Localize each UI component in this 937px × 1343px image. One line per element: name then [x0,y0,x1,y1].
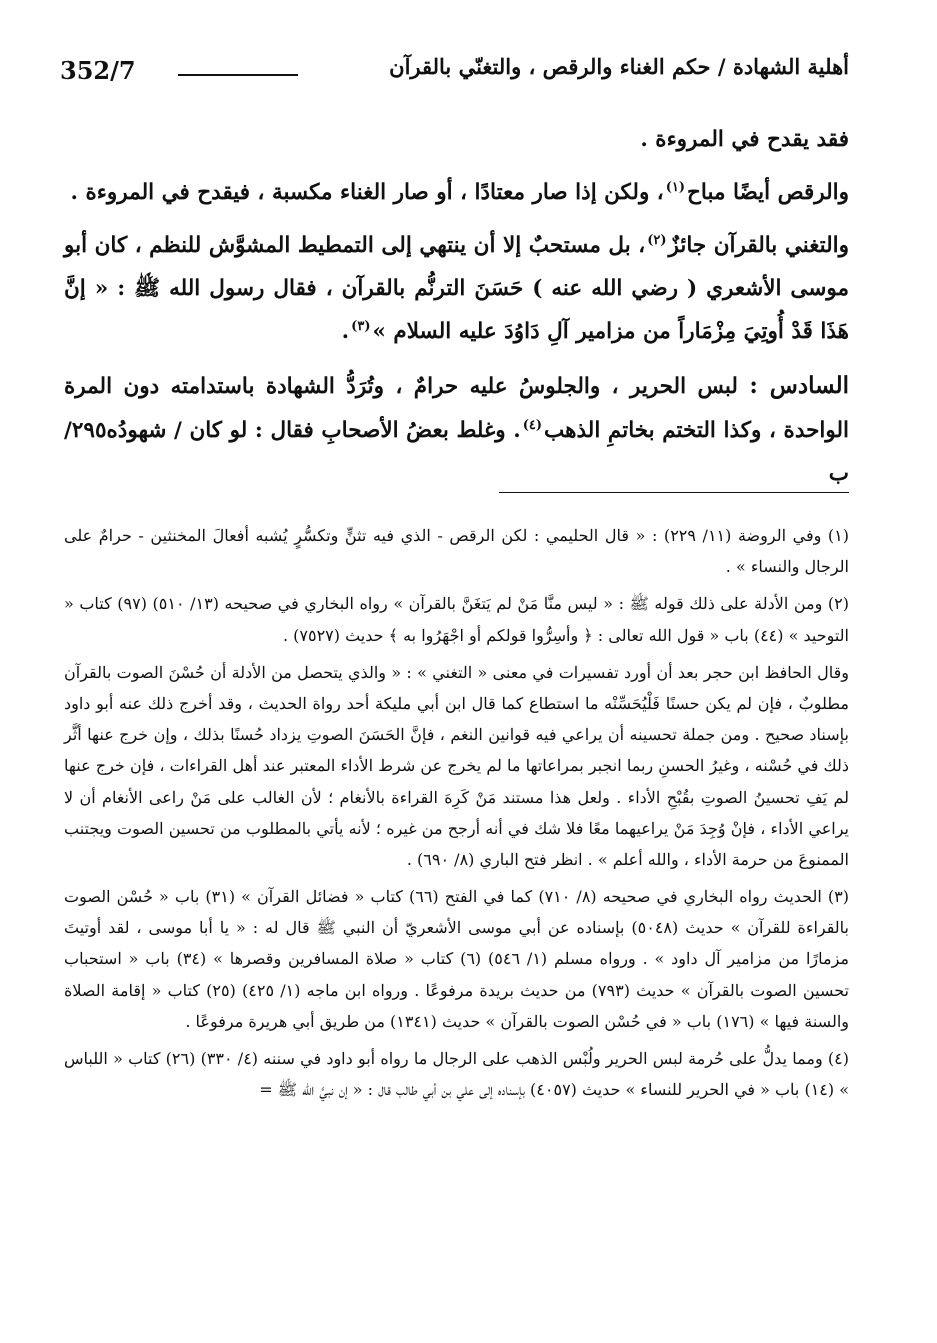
footnote-ref-1[interactable]: (١) [665,179,686,195]
paragraph-4-text-a: لبس الحرير ، والجلوسُ عليه حرامٌ ، وتُرَدُّ الشهادة باستدامته دون المرة الواحدة ، وكذا التختم بخاتمِ الذهب [64,374,850,443]
paragraph-4 [64,363,849,495]
paragraph-3-end: . [341,319,350,344]
footnote-1: (١) وفي الروضة (١١/ ٢٢٩) : « قال الحليمي : لكن الرقص - الذي فيه تثنٍّ وتكسُّرٍ يُشبه أفعالَ المخنثين - حرامٌ على الرجال والنساء » . [64,526,849,577]
paragraph-2 [64,171,849,214]
main-text [64,118,849,505]
running-title: أهلية الشهادة / حكم الغناء والرقص ، والتغنّي بالقرآن [389,54,849,79]
paragraph-2-text-b: ، ولكن إذا صار معتادًا ، أو صار الغناء مكسبة ، فيقدح في المروءة . [70,180,664,205]
paragraph-3-text-b: ، بل مستحبٌ إلا أن ينتهي إلى التمطيط المشوَّش للنظم ، كان أبو موسى الأشعري ( رضي الله عنه ) حَسَنَ الترنُّم بالقرآن ، فقال رسول الله ﷺ : « إنَّ هَذَا قَدْ أُوتِيَ مِزْمَاراً من مزامير آلِ دَاوُدَ عليه السلام » [64,233,849,344]
footnote-3: (٣) الحديث رواه البخاري في صحيحه (٨/ ٧١٠) كما في الفتح (٦٦) كتاب « فضائل القرآن » (٣١) باب « حُسْن الصوت بالقراءة للقرآن » حديث (٥٠٤٨) بإسناده عن أبي موسى الأشعريّ أن النبي ﷺ قال له : « يا أبا موسى ، لقد أوتيتَ مزمارًا من مزامير آل داود » . ورواه مسلم (١/ ٥٤٦) (٦) كتاب « صلاة المسافرين وقصرها » (٣٤) باب « استحباب تحسين الصوت بالقرآن » حديث (٧٩٣) من حديث بريدة مرفوعًا . ورواه ابن ماجه (١/ ٤٢٥) (٢٥) كتاب « إقامة الصلاة والسنة فيها » (١٧٦) باب « في حُسْن الصوت بالقرآن » حديث (١٣٤١) من طريق أبي هريرة مرفوعًا . [64,887,850,1031]
footnote-ref-2[interactable]: (٢) [647,232,667,248]
footnote-4: (٤) ومما يدلُّ على حُرمة لبس الحرير ولُبْس الذهب على الرجال ما رواه أبو داود في سننه (٤/ ٣٣٠) (٢٦) كتاب « اللباس » (١٤) باب « في الحرير للنساء » حديث (٤٠٥٧) بإسناده إلى علي بن أبي طالب قال : « إن نبيَّ الله ﷺ = [64,1049,849,1100]
footnote-divider [499,492,849,493]
paragraph-3-text-a: والتغني بالقرآن جائزٌ [668,233,850,258]
footnotes [64,520,849,1111]
section-heading-sixth: السادس : [749,372,849,399]
paragraph-2-text-a: والرقص أيضًا مباح [687,180,849,205]
paragraph-1: فقد يقدح في المروءة . [640,127,849,152]
paragraph-3 [64,224,849,353]
running-header [60,52,849,92]
footnote-2: (٢) ومن الأدلة على ذلك قوله ﷺ : « ليس منَّا مَنْ لم يَتغَنَّ بالقرآن » رواه البخاري في صحيحه (١٣/ ٥١٠) (٩٧) كتاب « التوحيد » (٤٤) باب « قول الله تعالى : ﴿ وأسِرُّوا قولكم أو اجْهَرُوا به ﴾ حديث (٧٥٢٧) . [64,594,849,645]
footnote-ref-3[interactable]: (٣) [351,318,371,334]
paragraph-4-text-b: . وغلط بعضُ الأصحابِ فقال : لو كان / شهودُه٢٩٥/ب [64,418,849,486]
footnote-ref-4[interactable]: (٤) [522,417,543,433]
header-rule [178,74,298,76]
footnote-2-continuation: وقال الحافظ ابن حجر بعد أن أورد تفسيرات في معنى « التغني » : « والذي يتحصل من الأدلة أن حُسْنَ الصوت بالقرآن مطلوبٌ ، فإن لم يكن حسنًا فَلْيُحَسِّنْه ما استطاع كما قال ابن أبي مليكة أحد رواة الحديث ، وقد أخرج ذلك عنه أبو داود بإسناد صحيح . ومن جملة تحسينه أن يراعي فيه قوانين النغم ، فإنَّ الحَسَنَ الصوتِ يزداد حُسنًا بذلك ، وإن خرج عنها أثَّر ذلك في حُسْنه ، وغيرُ الحسنِ ربما انجبر بمراعاتها ما لم يخرج عن شرط الأداء المعتبر عند أهل القراءات ، فإن خرج عنها لم يَفِ تحسينُ الصوتِ بقُبْحِ الأداء . ولعل هذا مستند مَنْ كَرِهَ القراءة بالأنغام ؛ لأن الغالب على مَنْ راعى الأنغام أن لا يراعي الأداء ، فإنْ وُجِدَ مَنْ يراعيهما معًا فلا شك في أنه أرجح من غيره ؛ لأنه يأتي بالمطلوب من تحسين الصوت ويجتنب الممنوعَ من حرمة الأداء ، والله أعلم » . انظر فتح الباري (٨/ ٦٩٠) . [64,662,849,869]
page-number: 352/7 [60,56,136,85]
